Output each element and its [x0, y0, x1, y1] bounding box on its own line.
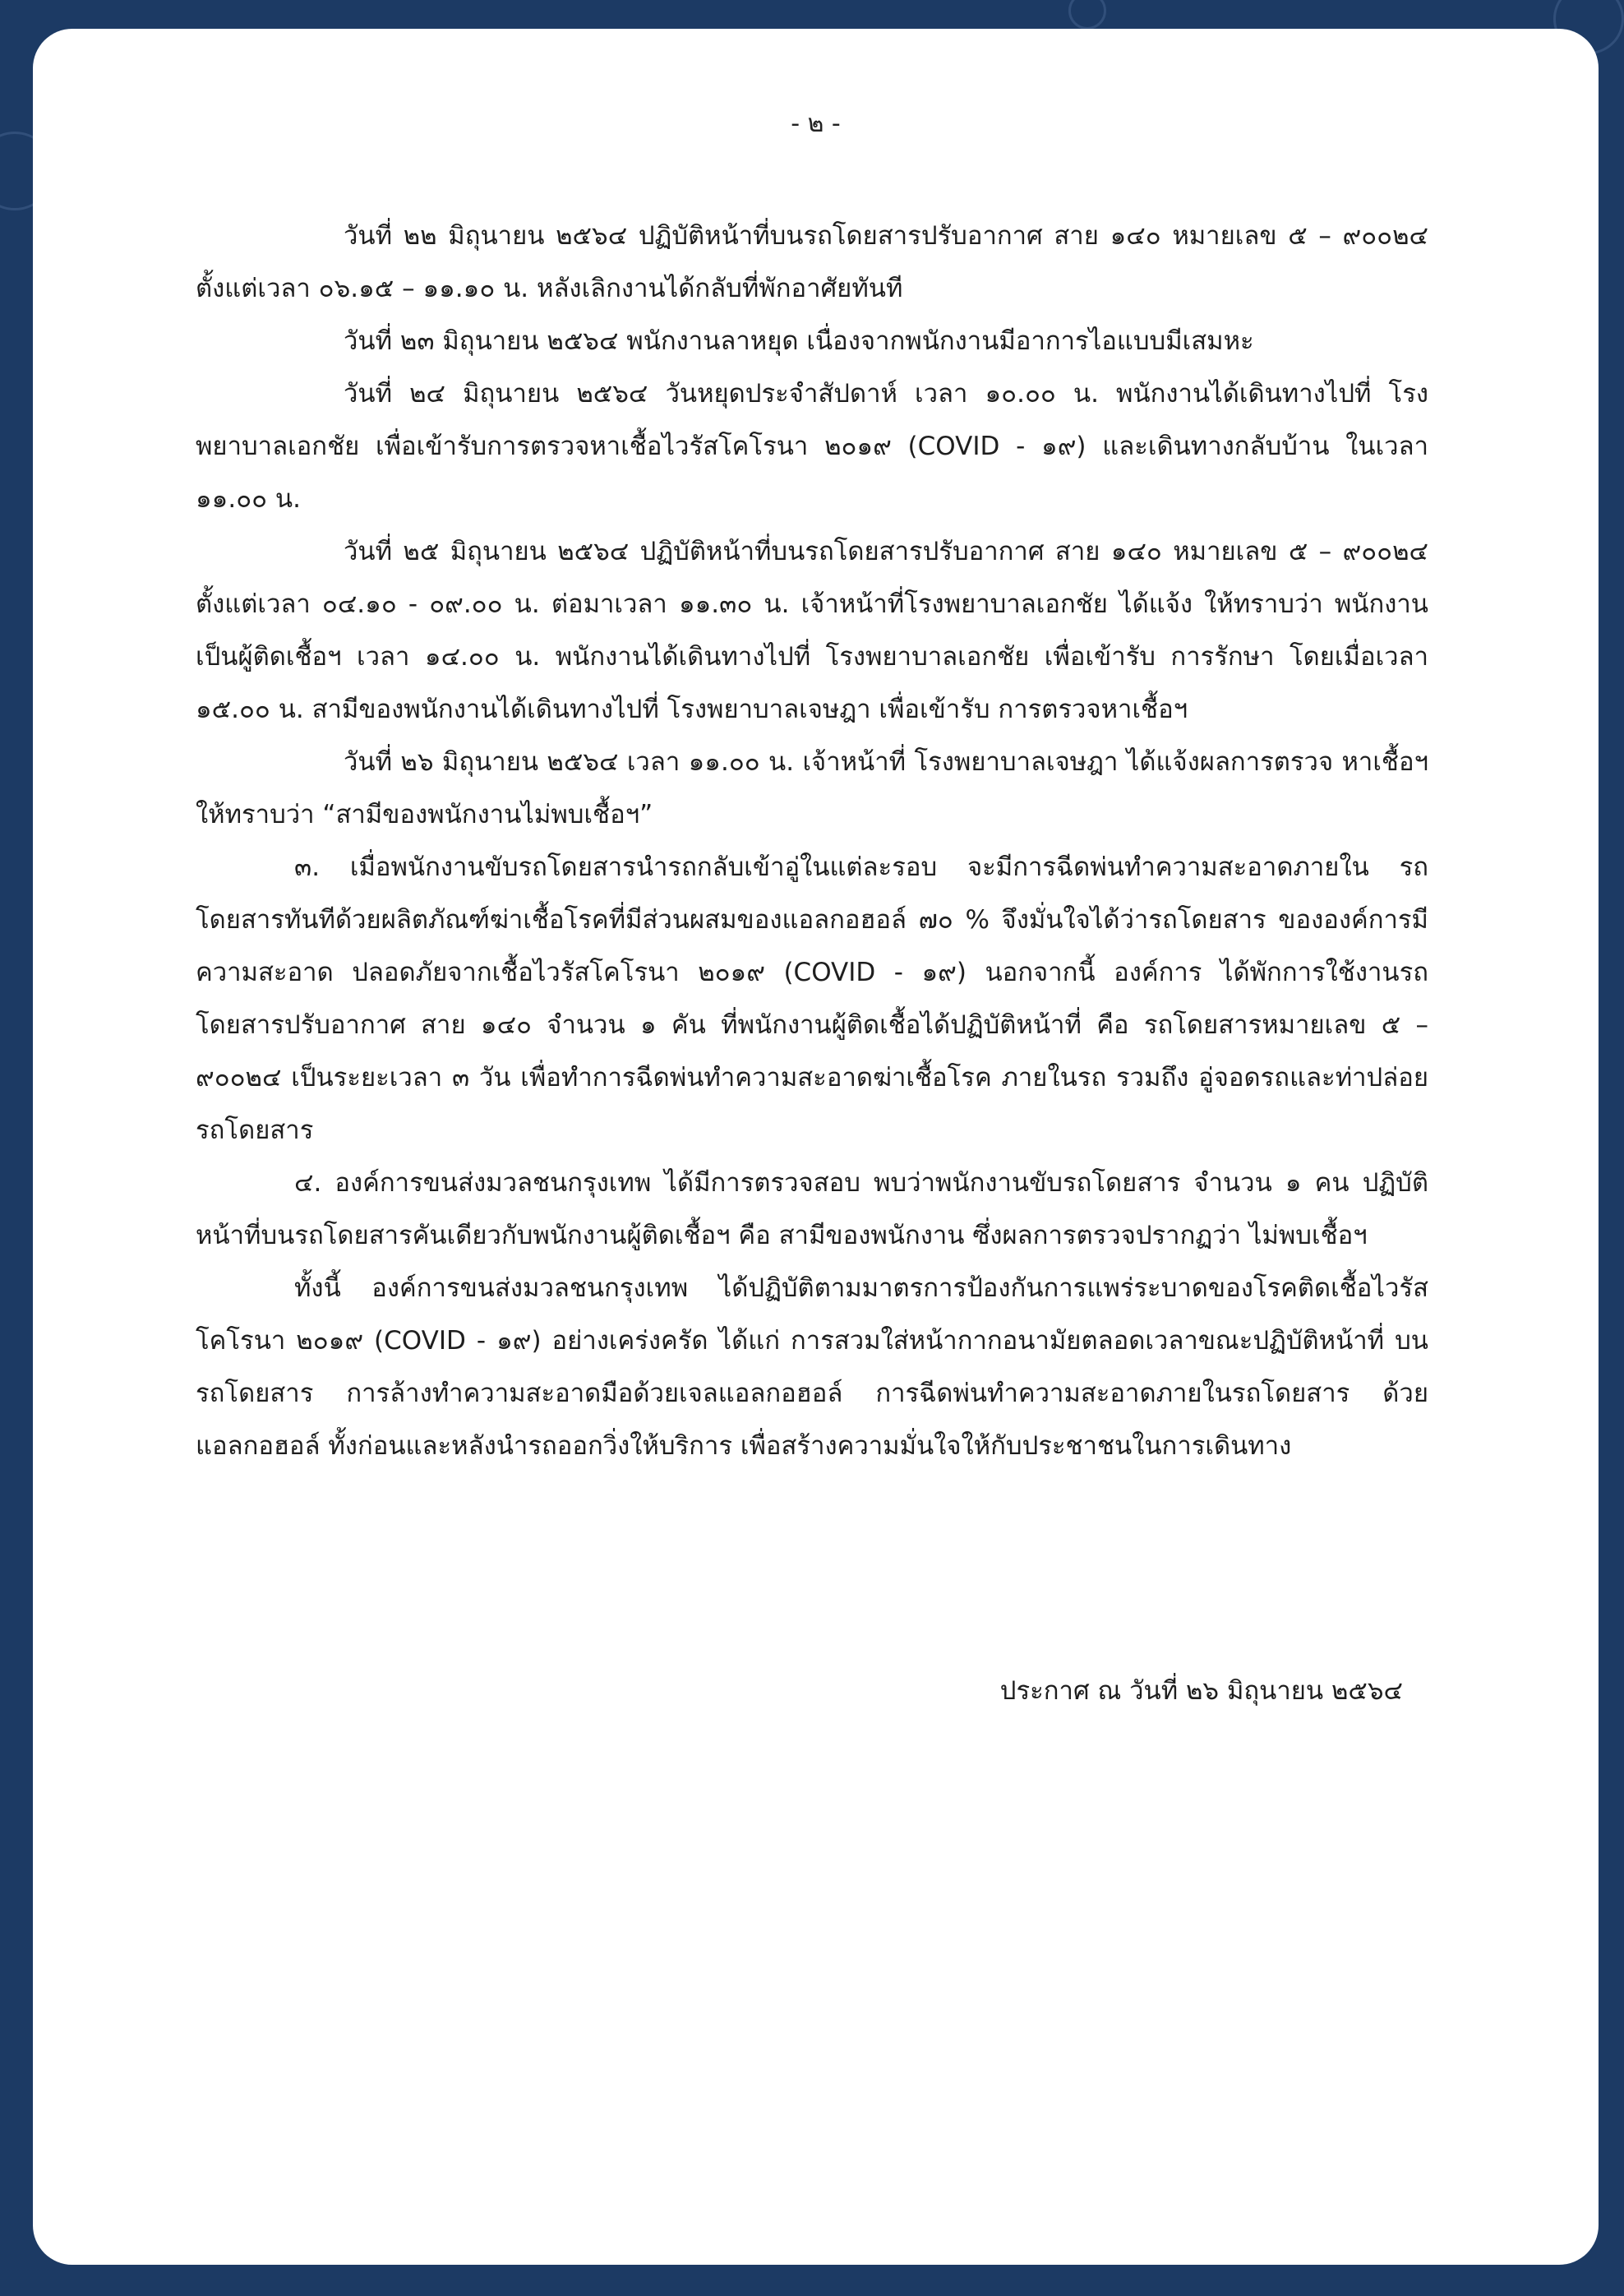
paragraph-june-25: วันที่ ๒๕ มิถุนายน ๒๕๖๔ ปฏิบัติหน้าที่บนรถโดยสารปรับอากาศ สาย ๑๔๐ หมายเลข ๕ – ๙๐๐๒๔ ตั้งแต่เวลา ๐๔.๑๐ - ๐๙.๐๐ น. ต่อมาเวลา ๑๑.๓๐ น. เจ้าหน้าที่โรงพยาบาลเอกชัย ได้แจ้ง ให้ทราบว่า พนักงานเป็นผู้ติดเชื้อฯ เวลา ๑๔.๐๐ น. พนักงานได้เดินทางไปที่ โรงพยาบาลเอกชัย เพื่อเข้ารับ การรักษา โดยเมื่อเวลา ๑๕.๐๐ น. สามีของพนักงานได้เดินทางไปที่ โรงพยาบาลเจษฎา เพื่อเข้ารับ การตรวจหาเชื้อฯ — [196, 537, 1428, 724]
paragraph-item-4: ๔. องค์การขนส่งมวลชนกรุงเทพ ได้มีการตรวจสอบ พบว่าพนักงานขับรถโดยสาร จำนวน ๑ คน ปฏิบัติหน้าที่บนรถโดยสารคันเดียวกับพนักงานผู้ติดเชื้อฯ คือ สามีของพนักงาน ซึ่งผลการตรวจปรากฏว่า ไม่พบเชื้อฯ — [196, 1168, 1428, 1250]
paragraph-june-26: วันที่ ๒๖ มิถุนายน ๒๕๖๔ เวลา ๑๑.๐๐ น. เจ้าหน้าที่ โรงพยาบาลเจษฎา ได้แจ้งผลการตรวจ หาเชื้อฯ ให้ทราบว่า “สามีของพนักงานไม่พบเชื้อฯ” — [196, 747, 1428, 829]
paragraph-summary: ทั้งนี้ องค์การขนส่งมวลชนกรุงเทพ ได้ปฏิบัติตามมาตรการป้องกันการแพร่ระบาดของโรคติดเชื้อไวรัส โคโรนา ๒๐๑๙ (COVID - ๑๙) อย่างเคร่งครัด ได้แก่ การสวมใส่หน้ากากอนามัยตลอดเวลาขณะปฏิบัติหน้าที่ บนรถโดยสาร การล้างทำความสะอาดมือด้วยเจลแอลกอฮอล์ การฉีดพ่นทำความสะอาดภายในรถโดยสาร ด้วยแอลกอฮอล์ ทั้งก่อนและหลังนำรถออกวิ่งให้บริการ เพื่อสร้างความมั่นใจให้กับประชาชนในการเดินทาง — [196, 1273, 1428, 1461]
paragraph-june-23: วันที่ ๒๓ มิถุนายน ๒๕๖๔ พนักงานลาหยุด เนื่องจากพนักงานมีอาการไอแบบมีเสมหะ — [344, 326, 1254, 356]
page-number: - ๒ - — [791, 109, 841, 138]
virus-decoration-icon — [1068, 0, 1106, 30]
document-body — [196, 210, 1428, 1472]
paragraph-item-3: ๓. เมื่อพนักงานขับรถโดยสารนำรถกลับเข้าอู่ในแต่ละรอบ จะมีการฉีดพ่นทำความสะอาดภายใน รถโดยสารทันทีด้วยผลิตภัณฑ์ฆ่าเชื้อโรคที่มีส่วนผสมของแอลกอฮอล์ ๗๐ % จึงมั่นใจได้ว่ารถโดยสาร ขององค์การมีความสะอาด ปลอดภัยจากเชื้อไวรัสโคโรนา ๒๐๑๙ (COVID - ๑๙) นอกจากนี้ องค์การ ได้พักการใช้งานรถโดยสารปรับอากาศ สาย ๑๔๐ จำนวน ๑ คัน ที่พนักงานผู้ติดเชื้อได้ปฏิบัติหน้าที่ คือ รถโดยสารหมายเลข ๕ – ๙๐๐๒๔ เป็นระยะเวลา ๓ วัน เพื่อทำการฉีดพ่นทำความสะอาดฆ่าเชื้อโรค ภายในรถ รวมถึง อู่จอดรถและท่าปล่อยรถโดยสาร — [196, 852, 1428, 1145]
document-page — [33, 29, 1599, 2265]
announcement-date: ประกาศ ณ วันที่ ๒๖ มิถุนายน ๒๕๖๔ — [999, 1676, 1403, 1706]
paragraph-june-24: วันที่ ๒๔ มิถุนายน ๒๕๖๔ วันหยุดประจำสัปดาห์ เวลา ๑๐.๐๐ น. พนักงานได้เดินทางไปที่ โรงพยาบาลเอกชัย เพื่อเข้ารับการตรวจหาเชื้อไวรัสโคโรนา ๒๐๑๙ (COVID - ๑๙) และเดินทางกลับบ้าน ในเวลา ๑๑.๐๐ น. — [196, 379, 1428, 514]
paragraph-june-22: วันที่ ๒๒ มิถุนายน ๒๕๖๔ ปฏิบัติหน้าที่บนรถโดยสารปรับอากาศ สาย ๑๔๐ หมายเลข ๕ – ๙๐๐๒๔ ตั้งแต่เวลา ๐๖.๑๕ – ๑๑.๑๐ น. หลังเลิกงานได้กลับที่พักอาศัยทันที — [196, 221, 1428, 303]
